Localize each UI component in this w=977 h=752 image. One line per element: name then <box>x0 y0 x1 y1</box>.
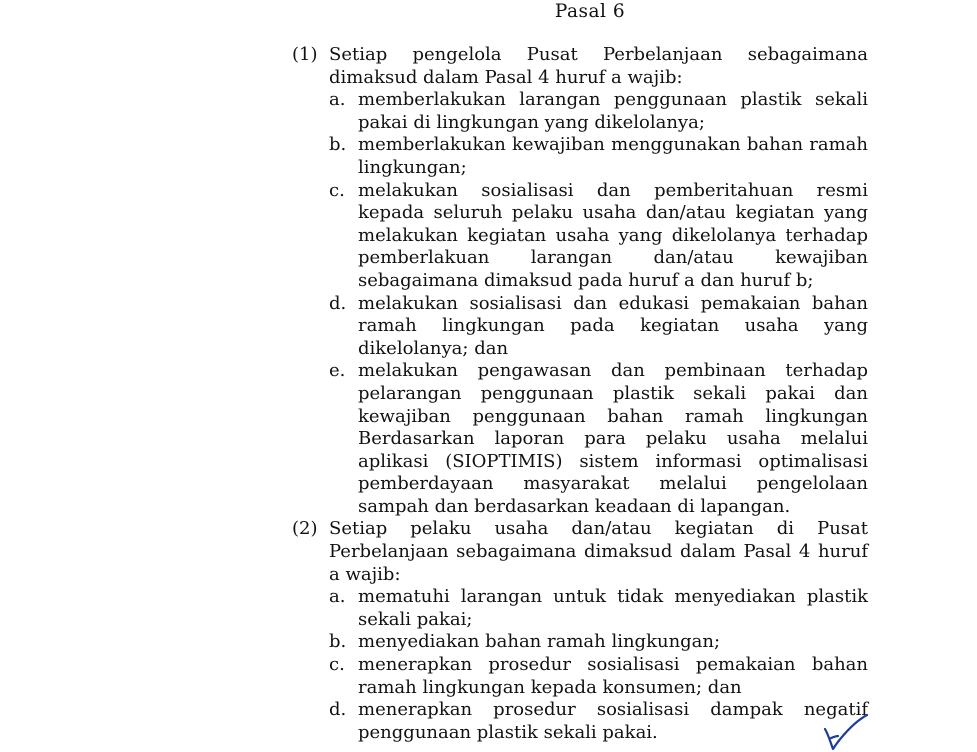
item-text: melakukan pengawasan dan pembinaan terhadap pelarangan penggunaan plastik sekali pakai dan kewajiban penggunaan bahan ramah lingkungan Berdasarkan laporan para pelaku usaha melalui aplikasi (SIOPTIMIS) sistem informasi optimalisasi pemberdayaan masyarakat melalui pengelolaan sampah dan berdasarkan keadaan di lapangan. <box>358 360 868 517</box>
item-text: menerapkan prosedur sosialisasi dampak negatif penggunaan plastik sekali pakai. <box>358 699 868 743</box>
item-letter: c. <box>329 654 345 676</box>
section-2 <box>292 518 868 744</box>
item-text: memberlakukan larangan penggunaan plastik sekali pakai di lingkungan yang dikelolanya; <box>358 89 868 133</box>
item-text: menyediakan bahan ramah lingkungan; <box>358 631 721 653</box>
section-intro: Setiap pengelola Pusat Perbelanjaan sebagaimana dimaksud dalam Pasal 4 huruf a wajib: <box>329 44 868 88</box>
item-text: menerapkan prosedur sosialisasi pemakaian bahan ramah lingkungan kepada konsumen; dan <box>358 654 868 698</box>
signature-icon <box>822 712 868 752</box>
signature-stroke <box>825 715 867 749</box>
list-item <box>329 586 868 631</box>
item-letter: a. <box>329 586 346 608</box>
section-intro: Setiap pelaku usaha dan/atau kegiatan di Pusat Perbelanjaan sebagaimana dimaksud dalam Pasal 4 huruf a wajib: <box>329 518 868 585</box>
item-letter: e. <box>329 360 346 382</box>
item-letter: a. <box>329 89 346 111</box>
item-list <box>329 586 868 744</box>
item-letter: b. <box>329 631 347 653</box>
list-item <box>329 134 868 179</box>
list-item <box>329 293 868 361</box>
section-1 <box>292 44 868 518</box>
list-item <box>329 699 868 744</box>
article-body <box>292 44 868 744</box>
section-number: (1) <box>292 44 318 65</box>
list-item <box>329 631 868 654</box>
item-text: memberlakukan kewajiban menggunakan bahan ramah lingkungan; <box>358 134 868 178</box>
item-letter: b. <box>329 134 347 156</box>
item-letter: c. <box>329 179 345 201</box>
list-item <box>329 180 868 293</box>
item-text: melakukan sosialisasi dan edukasi pemakaian bahan ramah lingkungan pada kegiatan usaha yang dikelolanya; dan <box>358 292 868 359</box>
list-item <box>329 360 868 518</box>
article-title: Pasal 6 <box>554 1 626 22</box>
item-letter: d. <box>329 292 347 314</box>
item-text: mematuhi larangan untuk tidak menyediakan plastik sekali pakai; <box>358 586 868 630</box>
section-number: (2) <box>292 518 318 540</box>
item-text: melakukan sosialisasi dan pemberitahuan resmi kepada seluruh pelaku usaha dan/atau kegiatan yang melakukan kegiatan usaha yang dikelolanya terhadap pemberlakuan larangan dan/atau kewajiban sebagaimana dimaksud pada huruf a dan huruf b; <box>358 179 868 291</box>
list-item <box>329 89 868 134</box>
item-letter: d. <box>329 699 347 721</box>
item-list <box>329 89 868 518</box>
list-item <box>329 654 868 699</box>
